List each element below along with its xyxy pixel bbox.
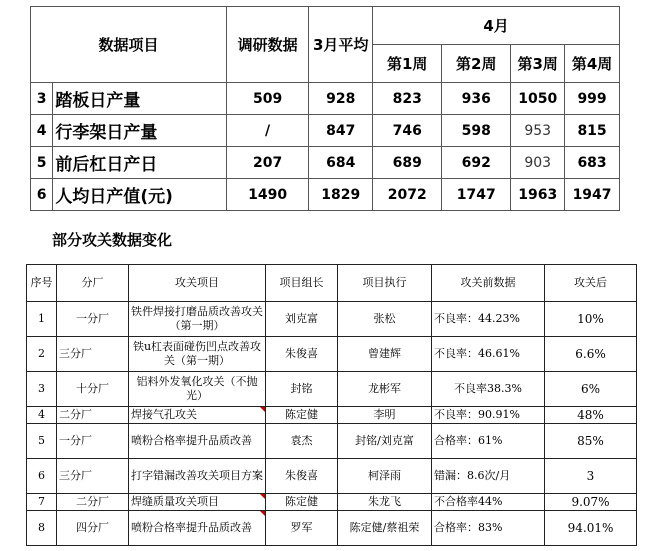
row-number: 1: [27, 302, 57, 337]
week-3-value: 953: [511, 115, 565, 147]
leader-cell: 陈定健: [266, 494, 338, 511]
row-number: 3: [27, 372, 57, 407]
before-cell: 合格率：61%: [432, 424, 545, 459]
section-title: 部分攻关数据变化: [52, 231, 173, 249]
project-cell: 铝料外发氧化攻关（不抛光）: [129, 372, 266, 407]
week-3-value: 1050: [511, 83, 565, 115]
header-week-2: 第2周: [442, 45, 511, 83]
week-1-value: 746: [373, 115, 442, 147]
header-project: 攻关项目: [129, 265, 266, 302]
executor-cell: 陈定健/蔡祖荣: [338, 511, 432, 546]
week-3-value: 1963: [511, 179, 565, 211]
factory-cell: 一分厂: [57, 302, 129, 337]
leader-cell: 封铭: [266, 372, 338, 407]
header-week-3: 第3周: [511, 45, 565, 83]
row-number: 6: [27, 459, 57, 494]
improvement-projects-table: [26, 264, 637, 546]
header-survey-data: 调研数据: [226, 7, 308, 83]
after-cell: 9.07%: [545, 494, 637, 511]
factory-cell: 一分厂: [57, 424, 129, 459]
header-week-1: 第1周: [373, 45, 442, 83]
before-cell: 不良率：46.61%: [432, 337, 545, 372]
before-cell: 不良率：90.91%: [432, 407, 545, 424]
march-value: 847: [309, 115, 373, 147]
row-label: 踏板日产量: [53, 83, 227, 115]
leader-cell: 袁杰: [266, 424, 338, 459]
row-number: 6: [31, 179, 53, 211]
executor-cell: 朱龙飞: [338, 494, 432, 511]
leader-cell: 刘克富: [266, 302, 338, 337]
week-2-value: 1747: [442, 179, 511, 211]
after-cell: 3: [545, 459, 637, 494]
leader-cell: 朱俊喜: [266, 337, 338, 372]
leader-cell: 朱俊喜: [266, 459, 338, 494]
row-number: 5: [31, 147, 53, 179]
header-no: 序号: [27, 265, 57, 302]
executor-cell: 李明: [338, 407, 432, 424]
factory-cell: 三分厂: [57, 459, 129, 494]
row-label: 人均日产值(元): [53, 179, 227, 211]
row-number: 3: [31, 83, 53, 115]
table-row: [31, 115, 620, 147]
week-3-value: 903: [511, 147, 565, 179]
table-row: [27, 372, 637, 407]
row-number: 4: [31, 115, 53, 147]
after-cell: 6.6%: [545, 337, 637, 372]
factory-cell: 二分厂: [57, 407, 129, 424]
project-cell: 铁u杠表面碰伤凹点改善攻关（第一期）: [129, 337, 266, 372]
row-label: 前后杠日产日: [53, 147, 227, 179]
table-row: [31, 147, 620, 179]
week-1-value: 2072: [373, 179, 442, 211]
project-cell: 铁件焊接打磨品质改善攻关（第一期）: [129, 302, 266, 337]
header-data-item: 数据项目: [31, 7, 227, 83]
header-after-data: 攻关后: [545, 265, 637, 302]
row-number: 8: [27, 511, 57, 546]
factory-cell: 二分厂: [57, 494, 129, 511]
week-4-value: 815: [565, 115, 620, 147]
row-number: 4: [27, 407, 57, 424]
leader-cell: 罗军: [266, 511, 338, 546]
before-cell: 不良率38.3%: [432, 372, 545, 407]
week-2-value: 598: [442, 115, 511, 147]
production-data-table: [30, 6, 620, 211]
week-4-value: 683: [565, 147, 620, 179]
executor-cell: 封铭/刘克富: [338, 424, 432, 459]
after-cell: 85%: [545, 424, 637, 459]
table-row: [27, 337, 637, 372]
week-4-value: 999: [565, 83, 620, 115]
factory-cell: 三分厂: [57, 337, 129, 372]
project-cell: 焊接气孔攻关: [129, 407, 266, 424]
project-cell: 喷粉合格率提升品质改善: [129, 424, 266, 459]
executor-cell: 龙彬军: [338, 372, 432, 407]
executor-cell: 曾建辉: [338, 337, 432, 372]
factory-cell: 四分厂: [57, 511, 129, 546]
before-cell: 不良率：44.23%: [432, 302, 545, 337]
survey-value: 509: [226, 83, 308, 115]
factory-cell: 十分厂: [57, 372, 129, 407]
after-cell: 48%: [545, 407, 637, 424]
executor-cell: 柯泽雨: [338, 459, 432, 494]
row-number: 2: [27, 337, 57, 372]
table-row: [27, 407, 637, 424]
table-row: [31, 83, 620, 115]
week-2-value: 692: [442, 147, 511, 179]
header-week-4: 第4周: [565, 45, 620, 83]
table-row: [27, 424, 637, 459]
march-value: 684: [309, 147, 373, 179]
project-cell: 喷粉合格率提升品质改善: [129, 511, 266, 546]
week-1-value: 689: [373, 147, 442, 179]
march-value: 1829: [309, 179, 373, 211]
row-number: 7: [27, 494, 57, 511]
leader-cell: 陈定健: [266, 407, 338, 424]
week-1-value: 823: [373, 83, 442, 115]
after-cell: 94.01%: [545, 511, 637, 546]
header-executor: 项目执行: [338, 265, 432, 302]
row-label: 行李架日产量: [53, 115, 227, 147]
before-cell: 不合格率44%: [432, 494, 545, 511]
survey-value: 1490: [226, 179, 308, 211]
table-row: [27, 511, 637, 546]
table-row: [27, 302, 637, 337]
table-row: [31, 179, 620, 211]
after-cell: 10%: [545, 302, 637, 337]
project-cell: 焊缝质量攻关项目: [129, 494, 266, 511]
table-row: [27, 494, 637, 511]
header-factory: 分厂: [57, 265, 129, 302]
after-cell: 6%: [545, 372, 637, 407]
survey-value: /: [226, 115, 308, 147]
table-row: [27, 459, 637, 494]
executor-cell: 张松: [338, 302, 432, 337]
survey-value: 207: [226, 147, 308, 179]
before-cell: 合格率：83%: [432, 511, 545, 546]
project-cell: 打字错漏改善攻关项目方案: [129, 459, 266, 494]
march-value: 928: [309, 83, 373, 115]
before-cell: 错漏：8.6次/月: [432, 459, 545, 494]
row-number: 5: [27, 424, 57, 459]
header-leader: 项目组长: [266, 265, 338, 302]
header-april: 4月: [373, 7, 620, 45]
header-march-average: 3月平均: [309, 7, 373, 83]
header-before-data: 攻关前数据: [432, 265, 545, 302]
week-2-value: 936: [442, 83, 511, 115]
week-4-value: 1947: [565, 179, 620, 211]
